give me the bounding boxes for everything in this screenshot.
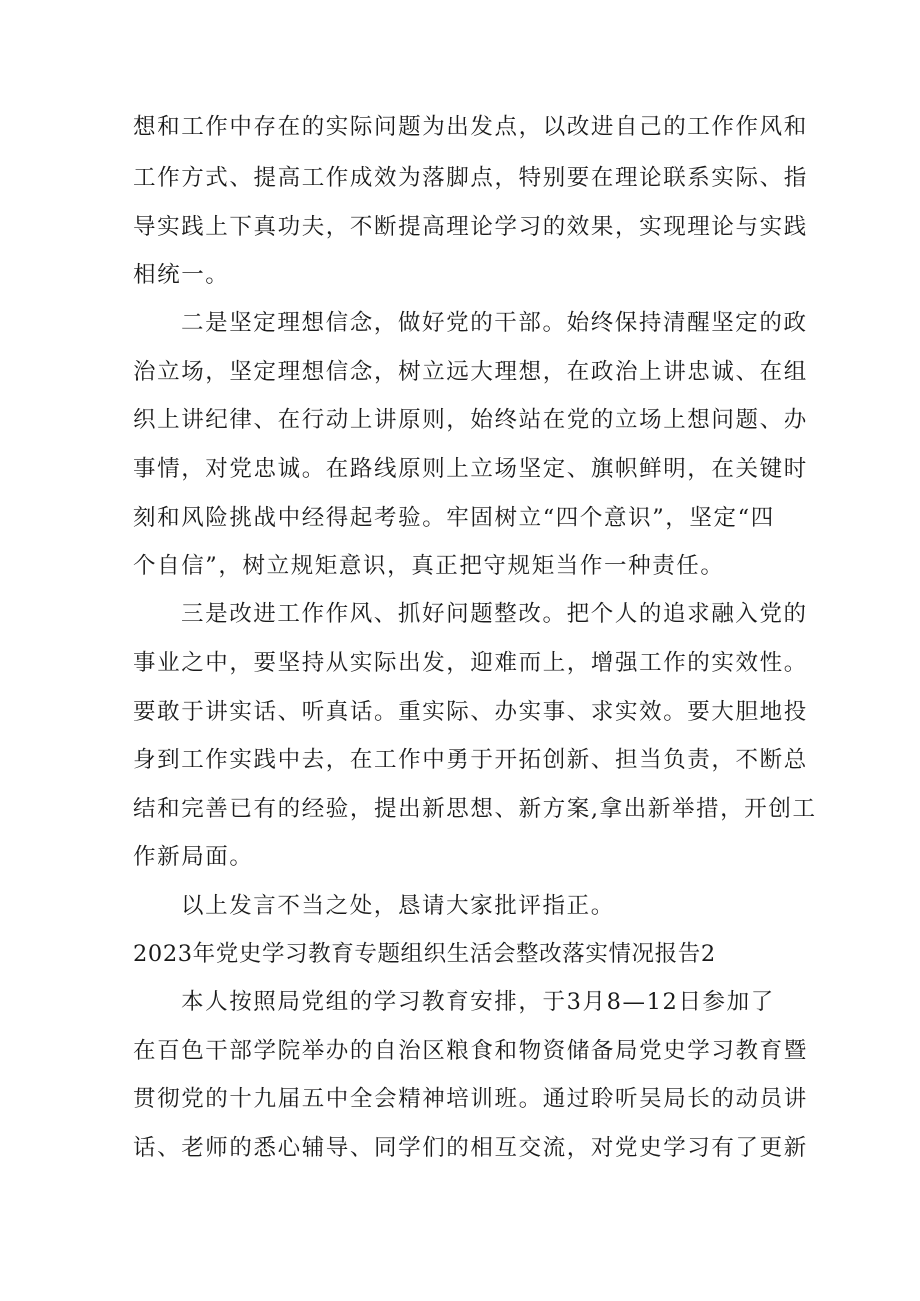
paragraph-line: 治立场，坚定理想信念，树立远大理想，在政治上讲忠诚、在组 — [133, 359, 808, 385]
paragraph-line: 身到工作实践中去，在工作中勇于开拓创新、担当负责，不断总 — [133, 747, 808, 773]
closing-line: 以上发言不当之处，恳请大家批评指正。 — [181, 893, 615, 919]
paragraph-line: 想和工作中存在的实际问题为出发点，以改进自己的工作作风和 — [133, 114, 808, 140]
paragraph-line: 结和完善已有的经验，提出新思想、新方案,拿出新举措，开创工 — [133, 796, 817, 822]
paragraph-line: 在百色干部学院举办的自治区粮食和物资储备局党史学习教育暨 — [133, 1038, 808, 1064]
section-heading: 2023年党史学习教育专题组织生活会整改落实情况报告2 — [133, 941, 716, 967]
paragraph-line: 工作方式、提高工作成效为落脚点，特别要在理论联系实际、指 — [133, 165, 808, 191]
paragraph-line: 导实践上下真功夫，不断提高理论学习的效果，实现理论与实践 — [133, 214, 808, 240]
paragraph-line: 事业之中，要坚持从实际出发，迎难而上，增强工作的实效性。 — [133, 650, 808, 676]
paragraph-line: 相统一。 — [133, 262, 230, 288]
paragraph-line: 作新局面。 — [133, 844, 254, 870]
paragraph-line: 个自信”，树立规矩意识，真正把守规矩当作一种责任。 — [133, 553, 725, 579]
paragraph-line: 织上讲纪律、在行动上讲原则，始终站在党的立场上想问题、办 — [133, 407, 808, 433]
paragraph-line: 二是坚定理想信念，做好党的干部。始终保持清醒坚定的政 — [181, 310, 808, 336]
paragraph-line: 话、老师的悉心辅导、同学们的相互交流，对党史学习有了更新 — [133, 1135, 808, 1161]
paragraph-line: 要敢于讲实话、听真话。重实际、办实事、求实效。要大胆地投 — [133, 699, 808, 725]
paragraph-line: 事情，对党忠诚。在路线原则上立场坚定、旗帜鲜明，在关键时 — [133, 456, 808, 482]
paragraph-line: 刻和风险挑战中经得起考验。牢固树立“四个意识”，坚定“四 — [133, 505, 775, 531]
paragraph-line: 三是改进工作作风、抓好问题整改。把个人的追求融入党的 — [181, 601, 808, 627]
paragraph-line: 本人按照局党组的学习教育安排，于3月8—12日参加了 — [181, 989, 775, 1015]
paragraph-line: 贯彻党的十九届五中全会精神培训班。通过聆听吴局长的动员讲 — [133, 1086, 808, 1112]
